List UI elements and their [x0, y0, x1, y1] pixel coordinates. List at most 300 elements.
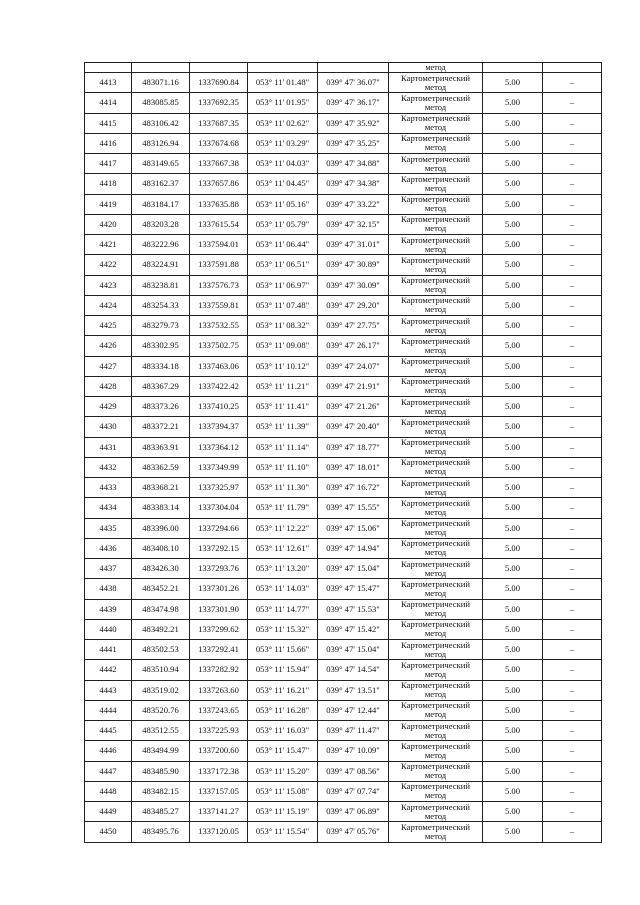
- cell-point-number: 4437: [85, 559, 132, 579]
- cell-point-number: 4440: [85, 619, 132, 639]
- table-row: [85, 802, 602, 822]
- cell-note: –: [543, 599, 602, 619]
- cell-method: [389, 113, 483, 133]
- cell-y-coordinate: 1337687.35: [190, 113, 248, 133]
- method-line-2: метод: [424, 547, 447, 558]
- cell-longitude: 039° 47' 15.42": [318, 619, 389, 639]
- cell-y-coordinate: 1337157.05: [190, 781, 248, 801]
- method-line-2: метод: [424, 101, 447, 112]
- method-line-1: Картометрический: [401, 214, 470, 225]
- cell-note: –: [543, 235, 602, 255]
- method-line-1: Картометрический: [401, 619, 470, 630]
- cell-method: [389, 73, 483, 93]
- cell-accuracy: 5.00: [483, 214, 543, 234]
- cell-longitude: 039° 47' 20.40": [318, 417, 389, 437]
- method-line-1: Картометрический: [401, 558, 470, 569]
- cell-y-coordinate: 1337635.88: [190, 194, 248, 214]
- table-row: [85, 822, 602, 842]
- cell-latitude: 053° 11' 16.28": [248, 700, 318, 720]
- cell-accuracy: 5.00: [483, 478, 543, 498]
- cell-accuracy: 5.00: [483, 640, 543, 660]
- table-row: [85, 255, 602, 275]
- method-line-2: метод: [424, 830, 447, 841]
- cell-method: [389, 802, 483, 822]
- method-line-1: Картометрический: [401, 680, 470, 691]
- cell-method: [389, 761, 483, 781]
- cell-longitude: 039° 47' 15.55": [318, 498, 389, 518]
- cell-point-number: 4414: [85, 93, 132, 113]
- method-line-2: метод: [424, 689, 447, 700]
- method-line-1: Картометрический: [401, 356, 470, 367]
- cell-accuracy: 5.00: [483, 721, 543, 741]
- method-line-1: Картометрический: [401, 740, 470, 751]
- cell-method: [389, 133, 483, 153]
- cell-longitude: 039° 47' 24.07": [318, 356, 389, 376]
- cell-x-coordinate: 483106.42: [132, 113, 190, 133]
- table-row: [85, 316, 602, 336]
- cell-latitude: 053° 11' 15.08": [248, 781, 318, 801]
- method-line-1: Картометрический: [401, 335, 470, 346]
- cell-note: –: [543, 721, 602, 741]
- method-line-2: метод: [424, 243, 447, 254]
- cell-accuracy: 5.00: [483, 356, 543, 376]
- cell-method: [389, 579, 483, 599]
- cell-point-number: 4442: [85, 660, 132, 680]
- cell-y-coordinate: 1337282.92: [190, 660, 248, 680]
- cell-y-coordinate: 1337692.35: [190, 93, 248, 113]
- method-line-1: Картометрический: [401, 315, 470, 326]
- cell-note: –: [543, 437, 602, 457]
- table-body: [85, 63, 602, 843]
- cell-note: –: [543, 336, 602, 356]
- cell-point-number: 4431: [85, 437, 132, 457]
- cell-method: [389, 599, 483, 619]
- method-line-2: метод: [424, 486, 447, 497]
- cell-point-number: 4421: [85, 235, 132, 255]
- cell-method: [389, 660, 483, 680]
- cell-longitude: 039° 47' 27.75": [318, 316, 389, 336]
- cell-note: –: [543, 133, 602, 153]
- cell-accuracy: 5.00: [483, 802, 543, 822]
- cell-y-coordinate: 1337200.60: [190, 741, 248, 761]
- cell-point-number: 4425: [85, 316, 132, 336]
- cell-longitude: 039° 47' 13.51": [318, 680, 389, 700]
- cell-accuracy: 5.00: [483, 538, 543, 558]
- cell-longitude: 039° 47' 16.72": [318, 478, 389, 498]
- cell-longitude: 039° 47' 15.53": [318, 599, 389, 619]
- cell-x-coordinate: 483494.99: [132, 741, 190, 761]
- table-row: [85, 356, 602, 376]
- table-row: [85, 336, 602, 356]
- cell-method: [389, 680, 483, 700]
- cell-longitude: 039° 47' 15.06": [318, 518, 389, 538]
- cell-note: –: [543, 397, 602, 417]
- cell-point-number: 4413: [85, 73, 132, 93]
- cell-method: [389, 255, 483, 275]
- cell-longitude: 039° 47' 18.77": [318, 437, 389, 457]
- cell-y-coordinate: 1337293.76: [190, 559, 248, 579]
- cell-y-coordinate: 1337263.60: [190, 680, 248, 700]
- cell-x-coordinate: 483383.14: [132, 498, 190, 518]
- table-row: [85, 721, 602, 741]
- method-line-1: Картометрический: [401, 639, 470, 650]
- cell-latitude: 053° 11' 15.54": [248, 822, 318, 842]
- cell-method: [389, 559, 483, 579]
- cell-y-coordinate: 1337690.84: [190, 73, 248, 93]
- cell-method: [389, 498, 483, 518]
- method-line-1: Картометрический: [401, 781, 470, 792]
- cell-longitude: 039° 47' 32.15": [318, 214, 389, 234]
- cell-latitude: 053° 11' 11.14": [248, 437, 318, 457]
- cell-y-coordinate: 1337422.42: [190, 376, 248, 396]
- cell-accuracy: 5.00: [483, 457, 543, 477]
- cell-accuracy: 5.00: [483, 235, 543, 255]
- cell-note: –: [543, 498, 602, 518]
- cell-accuracy: 5.00: [483, 660, 543, 680]
- cell-accuracy: 5.00: [483, 822, 543, 842]
- cell-y-coordinate: 1337532.55: [190, 316, 248, 336]
- cell-point-number: 4438: [85, 579, 132, 599]
- cell-x-coordinate: 483085.85: [132, 93, 190, 113]
- method-line-2: метод: [424, 142, 447, 153]
- cell-x-coordinate: 483162.37: [132, 174, 190, 194]
- cell-y-coordinate: 1337301.90: [190, 599, 248, 619]
- cell-point-number: 4429: [85, 397, 132, 417]
- cell-latitude: 053° 11' 08.32": [248, 316, 318, 336]
- cell-note: –: [543, 113, 602, 133]
- cell-y-coordinate: 1337559.81: [190, 295, 248, 315]
- cell-y-coordinate: 1337591.88: [190, 255, 248, 275]
- cell-longitude: 039° 47' 07.74": [318, 781, 389, 801]
- cell-x-coordinate: 483372.21: [132, 417, 190, 437]
- cell-note: –: [543, 275, 602, 295]
- cell-y-coordinate: 1337615.54: [190, 214, 248, 234]
- cell-note: –: [543, 194, 602, 214]
- cell-note: –: [543, 559, 602, 579]
- cell-latitude: 053° 11' 04.03": [248, 154, 318, 174]
- cell-point-number: 4432: [85, 457, 132, 477]
- cell-x-coordinate: 483254.33: [132, 295, 190, 315]
- cell-latitude: 053° 11' 12.61": [248, 538, 318, 558]
- cell-longitude: 039° 47' 10.09": [318, 741, 389, 761]
- cell-note: –: [543, 73, 602, 93]
- cell-accuracy: 5.00: [483, 559, 543, 579]
- cell-x-coordinate: 483238.81: [132, 275, 190, 295]
- cell-method: [389, 194, 483, 214]
- table-row: [85, 640, 602, 660]
- cell-point-number: 4436: [85, 538, 132, 558]
- cell-y-coordinate: 1337576.73: [190, 275, 248, 295]
- cell-longitude: 039° 47' 14.94": [318, 538, 389, 558]
- method-line-2: метод: [424, 122, 447, 133]
- method-line-2: метод: [424, 405, 447, 416]
- cell-note: –: [543, 781, 602, 801]
- cell-method: [389, 174, 483, 194]
- cell-method: [389, 397, 483, 417]
- cell-point-number: 4439: [85, 599, 132, 619]
- cell-longitude: 039° 47' 34.38": [318, 174, 389, 194]
- cell-accuracy: 5.00: [483, 174, 543, 194]
- cell-accuracy: 5.00: [483, 295, 543, 315]
- cell-x-coordinate: 483126.94: [132, 133, 190, 153]
- cell-x-coordinate: 483224.91: [132, 255, 190, 275]
- cell-point-number: 4450: [85, 822, 132, 842]
- cell-longitude: 039° 47' 12.44": [318, 700, 389, 720]
- table-row: [85, 194, 602, 214]
- table-row: [85, 680, 602, 700]
- cell-method: [389, 741, 483, 761]
- method-line-2: метод: [424, 709, 447, 720]
- cell-x-coordinate: 483363.91: [132, 437, 190, 457]
- cell-longitude: 039° 47' 34.88": [318, 154, 389, 174]
- cell-point-number: 4427: [85, 356, 132, 376]
- table-row: [85, 518, 602, 538]
- cell-point-number: 4443: [85, 680, 132, 700]
- method-line-2: метод: [424, 587, 447, 598]
- method-line-1: Картометрический: [401, 801, 470, 812]
- cell-y-coordinate: 1337294.66: [190, 518, 248, 538]
- cell-y-coordinate: 1337349.99: [190, 457, 248, 477]
- cell-x-coordinate: 483485.90: [132, 761, 190, 781]
- cell-latitude: 053° 11' 09.08": [248, 336, 318, 356]
- table-row: [85, 478, 602, 498]
- table-row: [85, 579, 602, 599]
- cell-latitude: 053° 11' 11.41": [248, 397, 318, 417]
- cell-y-coordinate: 1337410.25: [190, 397, 248, 417]
- cell-x-coordinate: 483373.26: [132, 397, 190, 417]
- cell-note: –: [543, 802, 602, 822]
- table-row: [85, 700, 602, 720]
- method-line-2: метод: [424, 223, 447, 234]
- method-line-1: Картометрический: [401, 518, 470, 529]
- cell-latitude: 053° 11' 07.48": [248, 295, 318, 315]
- cell-x-coordinate: 483482.15: [132, 781, 190, 801]
- table-row: [85, 73, 602, 93]
- table-row: [85, 93, 602, 113]
- cell-x-coordinate: 483203.28: [132, 214, 190, 234]
- method-line-2: метод: [424, 446, 447, 457]
- cell-latitude: 053° 11' 03.29": [248, 133, 318, 153]
- cell-note: –: [543, 680, 602, 700]
- cell-method: [389, 356, 483, 376]
- table-row: [85, 498, 602, 518]
- cell-method: [389, 235, 483, 255]
- table-row: [85, 660, 602, 680]
- cell-method: [389, 275, 483, 295]
- method-line-1: Картометрический: [401, 416, 470, 427]
- cell-point-number: 4430: [85, 417, 132, 437]
- cell-note: –: [543, 93, 602, 113]
- cell-point-number: 4445: [85, 721, 132, 741]
- cell-accuracy: 5.00: [483, 133, 543, 153]
- cell-latitude: 053° 11' 15.19": [248, 802, 318, 822]
- cell-latitude: 053° 11' 14.03": [248, 579, 318, 599]
- cell-accuracy: 5.00: [483, 781, 543, 801]
- cell-latitude: 053° 11' 02.62": [248, 113, 318, 133]
- cell-latitude: 053° 11' 16.21": [248, 680, 318, 700]
- cell-y-coordinate: 1337502.75: [190, 336, 248, 356]
- cell-accuracy: 5.00: [483, 599, 543, 619]
- method-line-1: Картометрический: [401, 72, 470, 83]
- cell-note: –: [543, 478, 602, 498]
- cell-method: [389, 822, 483, 842]
- cell-longitude: 039° 47' 35.25": [318, 133, 389, 153]
- cell-note: –: [543, 316, 602, 336]
- cell-accuracy: 5.00: [483, 376, 543, 396]
- table-row: [85, 376, 602, 396]
- table-row: [85, 538, 602, 558]
- method-line-2: метод: [424, 385, 447, 396]
- cell-accuracy: 5.00: [483, 154, 543, 174]
- cell-longitude: 039° 47' 26.17": [318, 336, 389, 356]
- cell-x-coordinate: 483302.95: [132, 336, 190, 356]
- cell-y-coordinate: 1337172.38: [190, 761, 248, 781]
- cell-point-number: 4447: [85, 761, 132, 781]
- method-line-1: Картометрический: [401, 599, 470, 610]
- cell-method: [389, 417, 483, 437]
- cell-latitude: 053° 11' 15.32": [248, 619, 318, 639]
- cell-latitude: 053° 11' 13.20": [248, 559, 318, 579]
- method-line-2: метод: [424, 608, 447, 619]
- cell-accuracy: 5.00: [483, 680, 543, 700]
- cell-method: [389, 538, 483, 558]
- method-line-1: Картометрический: [401, 133, 470, 144]
- cell-latitude: 053° 11' 11.21": [248, 376, 318, 396]
- cell-x-coordinate: 483362.59: [132, 457, 190, 477]
- cell-note: –: [543, 295, 602, 315]
- cell-note: –: [543, 761, 602, 781]
- table-row: [85, 417, 602, 437]
- cell-empty: [483, 63, 543, 73]
- cell-x-coordinate: 483452.21: [132, 579, 190, 599]
- cell-method: [389, 518, 483, 538]
- method-line-2: метод: [424, 365, 447, 376]
- cell-method: [389, 214, 483, 234]
- cell-empty: [132, 63, 190, 73]
- method-line-2: метод: [424, 304, 447, 315]
- cell-latitude: 053° 11' 11.39": [248, 417, 318, 437]
- cell-accuracy: 5.00: [483, 619, 543, 639]
- cell-point-number: 4441: [85, 640, 132, 660]
- cell-x-coordinate: 483408.10: [132, 538, 190, 558]
- method-line-2: метод: [424, 810, 447, 821]
- cell-x-coordinate: 483426.30: [132, 559, 190, 579]
- method-line-2: метод: [424, 648, 447, 659]
- cell-longitude: 039° 47' 18.01": [318, 457, 389, 477]
- table-row: [85, 437, 602, 457]
- cell-point-number: 4424: [85, 295, 132, 315]
- cell-x-coordinate: 483222.96: [132, 235, 190, 255]
- method-line-1: Картометрический: [401, 275, 470, 286]
- cell-y-coordinate: 1337674.68: [190, 133, 248, 153]
- cell-method: [389, 316, 483, 336]
- cell-x-coordinate: 483520.76: [132, 700, 190, 720]
- cell-longitude: 039° 47' 36.07": [318, 73, 389, 93]
- cell-latitude: 053° 11' 14.77": [248, 599, 318, 619]
- cell-point-number: 4435: [85, 518, 132, 538]
- cell-y-coordinate: 1337594.01: [190, 235, 248, 255]
- cell-accuracy: 5.00: [483, 498, 543, 518]
- cell-latitude: 053° 11' 05.79": [248, 214, 318, 234]
- cell-y-coordinate: 1337120.05: [190, 822, 248, 842]
- table-row: [85, 397, 602, 417]
- cell-note: –: [543, 741, 602, 761]
- cell-method: [389, 640, 483, 660]
- cell-x-coordinate: 483512.55: [132, 721, 190, 741]
- cell-longitude: 039° 47' 15.04": [318, 640, 389, 660]
- method-line-2: метод: [424, 263, 447, 274]
- method-line-1: Картометрический: [401, 437, 470, 448]
- cell-accuracy: 5.00: [483, 437, 543, 457]
- table-row: [85, 235, 602, 255]
- cell-empty: [318, 63, 389, 73]
- table-row: [85, 457, 602, 477]
- cell-note: –: [543, 822, 602, 842]
- cell-latitude: 053° 11' 15.66": [248, 640, 318, 660]
- method-line-2: метод: [424, 567, 447, 578]
- cell-point-number: 4426: [85, 336, 132, 356]
- method-line-2: метод: [424, 81, 447, 92]
- method-line-2: метод: [424, 344, 447, 355]
- method-line-2: метод: [424, 729, 447, 740]
- method-line-1: Картометрический: [401, 720, 470, 731]
- cell-y-coordinate: 1337304.04: [190, 498, 248, 518]
- table-row: [85, 113, 602, 133]
- table-row: [85, 295, 602, 315]
- cell-x-coordinate: 483279.73: [132, 316, 190, 336]
- cell-note: –: [543, 579, 602, 599]
- method-line-2: метод: [424, 506, 447, 517]
- method-line-1: Картометрический: [401, 396, 470, 407]
- method-line-1: Картометрический: [401, 376, 470, 387]
- cell-latitude: 053° 11' 12.22": [248, 518, 318, 538]
- method-line-1: Картометрический: [401, 761, 470, 772]
- cell-latitude: 053° 11' 04.45": [248, 174, 318, 194]
- cell-longitude: 039° 47' 36.17": [318, 93, 389, 113]
- table-row: [85, 761, 602, 781]
- method-line-2: метод: [424, 790, 447, 801]
- cell-note: –: [543, 356, 602, 376]
- cell-longitude: 039° 47' 08.56": [318, 761, 389, 781]
- table-row: [85, 559, 602, 579]
- cell-latitude: 053° 11' 16.03": [248, 721, 318, 741]
- cell-accuracy: 5.00: [483, 700, 543, 720]
- cell-accuracy: 5.00: [483, 579, 543, 599]
- cell-y-coordinate: 1337463.06: [190, 356, 248, 376]
- cell-latitude: 053° 11' 06.51": [248, 255, 318, 275]
- cell-note: –: [543, 417, 602, 437]
- cell-method: [389, 295, 483, 315]
- cell-latitude: 053° 11' 11.30": [248, 478, 318, 498]
- cell-note: –: [543, 174, 602, 194]
- cell-note: –: [543, 700, 602, 720]
- cell-latitude: 053° 11' 11.10": [248, 457, 318, 477]
- cell-note: –: [543, 214, 602, 234]
- table-row: [85, 214, 602, 234]
- cell-longitude: 039° 47' 06.89": [318, 802, 389, 822]
- cell-longitude: 039° 47' 14.54": [318, 660, 389, 680]
- cell-y-coordinate: 1337243.65: [190, 700, 248, 720]
- cell-note: –: [543, 154, 602, 174]
- cell-accuracy: 5.00: [483, 761, 543, 781]
- method-line-1: Картометрический: [401, 538, 470, 549]
- cell-accuracy: 5.00: [483, 518, 543, 538]
- cell-note: –: [543, 640, 602, 660]
- cell-y-coordinate: 1337657.86: [190, 174, 248, 194]
- method-line-1: Картометрический: [401, 578, 470, 589]
- table-row: [85, 781, 602, 801]
- cell-point-number: 4448: [85, 781, 132, 801]
